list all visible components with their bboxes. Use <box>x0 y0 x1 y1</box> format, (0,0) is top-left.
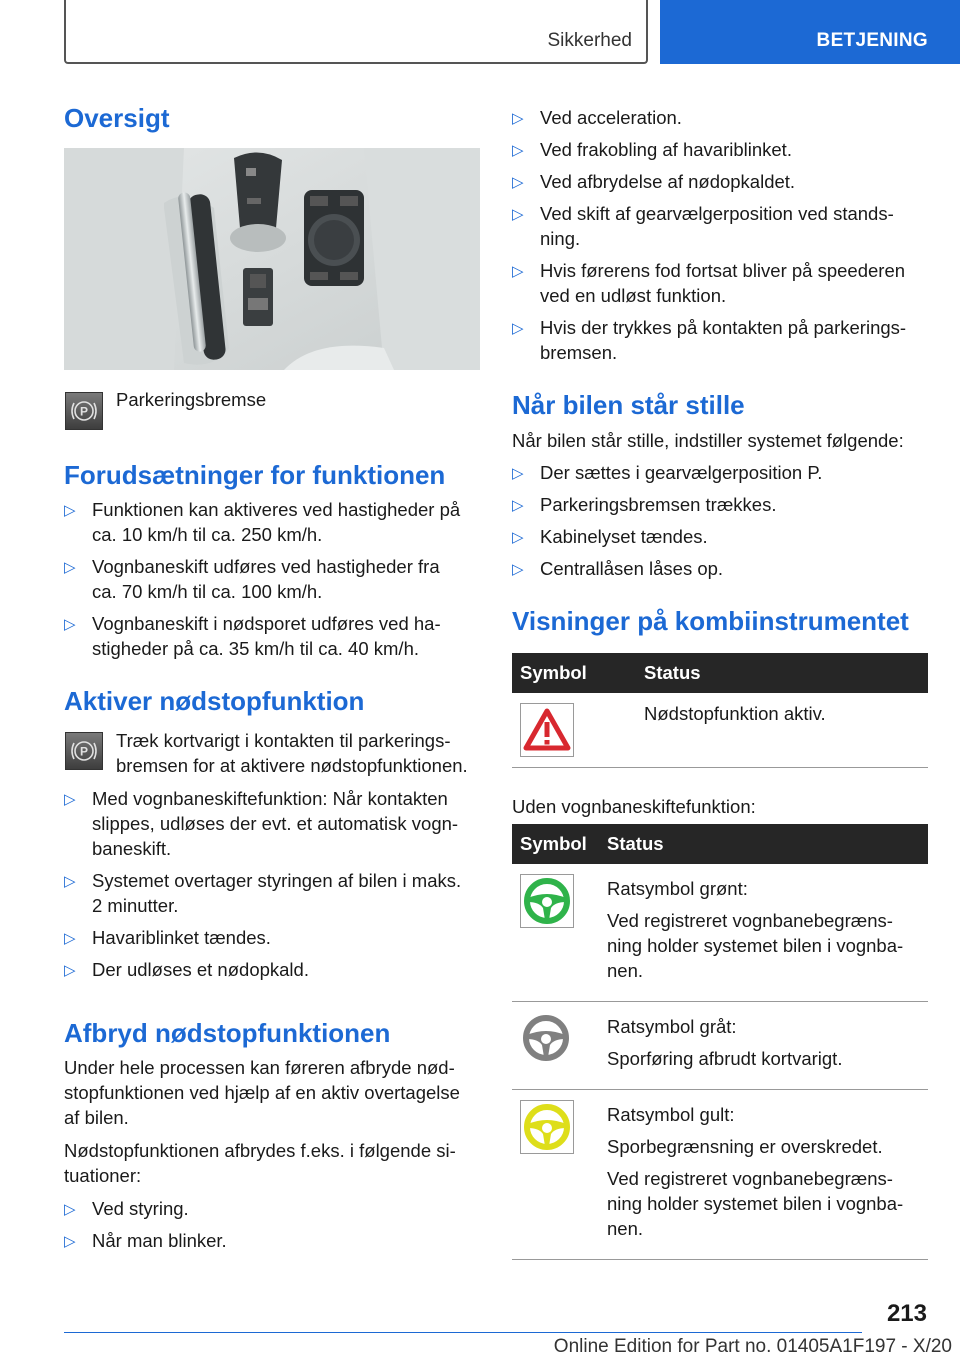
bullet-icon: ▷ <box>512 529 524 546</box>
bullet-icon: ▷ <box>64 962 76 979</box>
status-text <box>607 1046 925 1071</box>
bullet-icon: ▷ <box>512 561 524 578</box>
list-item <box>512 524 960 549</box>
text-line: ca. 70 km/h til ca. 100 km/h. <box>92 581 323 602</box>
steering-wheel-icon <box>520 874 574 928</box>
display-table-2 <box>512 824 928 1260</box>
bullet-icon: ▷ <box>512 110 524 127</box>
text-line: Der sættes i gearvælgerposition P. <box>540 462 823 483</box>
bullet-icon: ▷ <box>512 497 524 514</box>
text-line: Havariblinket tændes. <box>92 927 271 948</box>
text-line: Vognbaneskift udføres ved hastigheder fra <box>92 556 440 577</box>
header-section-box <box>64 0 648 64</box>
list-item <box>512 258 960 308</box>
text-line: Ved afbrydelse af nødopkaldet. <box>540 171 796 192</box>
bullet-icon: ▷ <box>64 1233 76 1250</box>
bullet-icon: ▷ <box>512 320 524 337</box>
text-line: bremsen. <box>540 342 618 363</box>
list-item <box>512 169 960 194</box>
text-line: Under hele processen kan føreren afbryde nød- <box>64 1057 455 1078</box>
text-line: slippes, udløses der evt. et automatisk vogn- <box>92 813 459 834</box>
paragraph <box>116 728 486 778</box>
text-line: Kabinelyset tændes. <box>540 526 708 547</box>
text-line: Ratsymbol grønt: <box>607 878 748 899</box>
col-symbol: Symbol <box>520 833 587 854</box>
heading-stille: Når bilen står stille <box>512 390 745 420</box>
bullet-icon: ▷ <box>512 263 524 280</box>
text-line: Sporbegrænsning er overskredet. <box>607 1136 883 1157</box>
list-item <box>512 201 960 251</box>
text-line: ved en udløst funktion. <box>540 285 727 306</box>
col-status: Status <box>607 833 664 854</box>
list-item <box>64 1228 512 1253</box>
text-line: Med vognbaneskiftefunktion: Når kontakten <box>92 788 448 809</box>
bullet-icon: ▷ <box>64 930 76 947</box>
footer-divider <box>64 1332 862 1333</box>
list-item <box>512 492 960 517</box>
list-item <box>64 554 512 604</box>
heading-forudsaetninger: Forudsætninger for funktionen <box>64 460 446 490</box>
text-line: nen. <box>607 1218 644 1239</box>
paragraph <box>64 1138 484 1188</box>
text-line: Ved frakobling af havariblinket. <box>540 139 792 160</box>
list-item <box>64 786 512 861</box>
header-chapter-box <box>660 0 960 64</box>
bullet-icon: ▷ <box>512 206 524 223</box>
table-header <box>512 824 928 864</box>
text-line: ca. 10 km/h til ca. 250 km/h. <box>92 524 323 545</box>
bullet-icon: ▷ <box>64 502 76 519</box>
list-item <box>512 137 960 162</box>
bullet-icon: ▷ <box>64 559 76 576</box>
bullet-icon: ▷ <box>64 1201 76 1218</box>
text-line: ning. <box>540 228 581 249</box>
text-line: tuationer: <box>64 1165 142 1186</box>
status-text <box>607 1102 925 1127</box>
text-line: Funktionen kan aktiveres ved hastigheder på <box>92 499 461 520</box>
text-line: Ved skift af gearvælgerposition ved stands- <box>540 203 894 224</box>
text-line: 2 minutter. <box>92 895 179 916</box>
col-status: Status <box>644 662 701 683</box>
text-line: Ved styring. <box>92 1198 189 1219</box>
list-item <box>512 556 960 581</box>
list-item <box>64 957 512 982</box>
list-item <box>64 868 512 918</box>
text-line: Ved registreret vognbanebegræns- <box>607 910 893 931</box>
text-line: stigheder på ca. 35 km/h til ca. 40 km/h. <box>92 638 419 659</box>
bullet-icon: ▷ <box>64 616 76 633</box>
text-line: Nødstopfunktionen afbrydes f.eks. i følgende si- <box>64 1140 456 1161</box>
heading-visninger: Visninger på kombiinstrumentet <box>512 606 909 636</box>
text-line: bremsen for at aktivere nødstopfunktionen. <box>116 755 468 776</box>
heading-aktiver: Aktiver nødstopfunktion <box>64 686 365 716</box>
text-line: Træk kortvarigt i kontakten til parkerings- <box>116 730 451 751</box>
status-text <box>607 908 925 983</box>
bullet-icon: ▷ <box>512 174 524 191</box>
text-line: Der udløses et nødopkald. <box>92 959 309 980</box>
table-row <box>512 693 928 768</box>
warning-triangle-icon <box>520 703 574 757</box>
text-line: stopfunktionen ved hjælp af en aktiv overtagelse <box>64 1082 460 1103</box>
header-section: Sikkerhed <box>547 30 632 51</box>
text-line: nen. <box>607 960 644 981</box>
text-line: Ved registreret vognbanebegræns- <box>607 1168 893 1189</box>
table-header <box>512 653 928 693</box>
console-photo <box>64 148 480 370</box>
list-item <box>64 497 512 547</box>
text-line: Når man blinker. <box>92 1230 227 1251</box>
text-line: Ved acceleration. <box>540 107 682 128</box>
text-line: Sporføring afbrudt kortvarigt. <box>607 1048 843 1069</box>
svg-text:P: P <box>79 744 89 759</box>
table-row <box>512 1002 928 1090</box>
text-line: Systemet overtager styringen af bilen i maks. <box>92 870 462 891</box>
table-row <box>512 864 928 1002</box>
uden-text: Uden vognbaneskiftefunktion: <box>512 796 756 817</box>
text-line: Hvis førerens fod fortsat bliver på speederen <box>540 260 906 281</box>
svg-text:P: P <box>79 404 89 419</box>
text-line: Ratsymbol gult: <box>607 1104 735 1125</box>
bullet-icon: ▷ <box>64 873 76 890</box>
text-line: baneskift. <box>92 838 172 859</box>
list-item <box>64 1196 512 1221</box>
text-line: Parkeringsbremsen trækkes. <box>540 494 777 515</box>
stille-text: Når bilen står stille, indstiller systemet følgende: <box>512 430 904 451</box>
text-line: af bilen. <box>64 1107 129 1128</box>
steering-wheel-icon <box>520 1012 574 1066</box>
parking-brake-icon <box>65 392 103 430</box>
col-symbol: Symbol <box>520 662 587 683</box>
bullet-icon: ▷ <box>512 465 524 482</box>
steering-wheel-icon <box>520 1100 574 1154</box>
parking-brake-label: Parkeringsbremse <box>116 389 267 410</box>
list-item <box>64 925 512 950</box>
status-text: Nødstopfunktion aktiv. <box>644 703 826 724</box>
status-text <box>607 876 925 901</box>
list-item <box>512 105 960 130</box>
footer-edition: Online Edition for Part no. 01405A1F197 - X/20 <box>553 1336 952 1357</box>
heading-oversigt: Oversigt <box>64 103 170 133</box>
table-row <box>512 1090 928 1260</box>
bullet-icon: ▷ <box>512 142 524 159</box>
status-text <box>607 1134 925 1159</box>
list-item <box>512 315 960 365</box>
text-line: Centrallåsen låses op. <box>540 558 724 579</box>
bullet-icon: ▷ <box>64 791 76 808</box>
list-item <box>512 460 960 485</box>
text-line: Ratsymbol gråt: <box>607 1016 737 1037</box>
header-chapter: BETJENING <box>816 30 928 51</box>
page-number: 213 <box>886 1300 927 1327</box>
text-line: ning holder systemet bilen i vognba- <box>607 1193 904 1214</box>
status-text <box>607 1166 925 1241</box>
text-line: ning holder systemet bilen i vognba- <box>607 935 904 956</box>
text-line: Hvis der trykkes på kontakten på parkerings- <box>540 317 907 338</box>
heading-afbryd: Afbryd nødstopfunktionen <box>64 1018 391 1048</box>
status-text <box>607 1014 925 1039</box>
display-table-1 <box>512 653 928 768</box>
paragraph <box>64 1055 484 1130</box>
list-item <box>64 611 512 661</box>
parking-brake-icon <box>65 732 103 770</box>
text-line: Vognbaneskift i nødsporet udføres ved ha- <box>92 613 441 634</box>
